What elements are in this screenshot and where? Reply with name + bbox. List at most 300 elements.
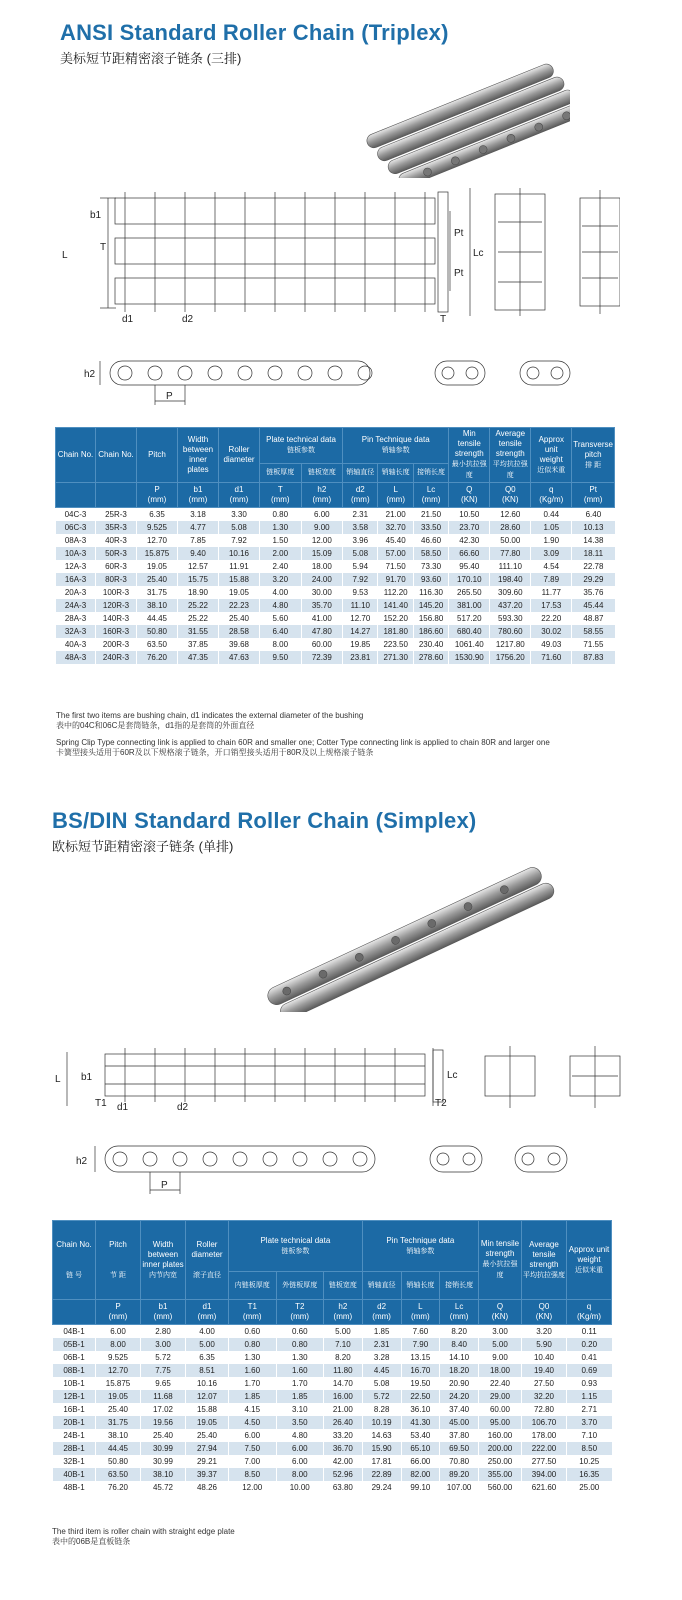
table-cell: 170.10 [449, 573, 490, 586]
table-cell: 9.50 [260, 651, 302, 664]
th-width: Width between inner plates [178, 428, 219, 483]
table-cell: 20A-3 [56, 586, 96, 599]
table-cell: 8.28 [362, 1403, 401, 1416]
table-cell: 20B-1 [53, 1416, 96, 1429]
table-cell: 16.00 [324, 1390, 363, 1403]
table-cell: 63.80 [324, 1481, 363, 1494]
label-p-s: P [161, 1180, 168, 1191]
table-cell: 381.00 [449, 599, 490, 612]
table-cell: 1.30 [229, 1351, 277, 1364]
table-cell: 1.30 [276, 1351, 324, 1364]
table-cell: 93.60 [413, 573, 448, 586]
note-line: The third item is roller chain with straight edge plate [52, 1527, 235, 1536]
table-cell: 1.70 [276, 1377, 324, 1390]
label-lc: Lc [473, 248, 484, 259]
table-cell: 3.18 [178, 508, 219, 522]
table-cell: 45.00 [440, 1416, 479, 1429]
table-cell: 60.00 [301, 638, 343, 651]
table-cell: 265.50 [449, 586, 490, 599]
table-cell: 240R-3 [96, 651, 137, 664]
table-cell: 7.90 [401, 1338, 440, 1351]
table-cell: 50R-3 [96, 547, 137, 560]
table-cell: 2.80 [141, 1325, 186, 1339]
table-cell: 63.50 [137, 638, 178, 651]
th-unit: h2 (mm) [301, 483, 343, 508]
th-pin-lc: 接销长度 [413, 463, 448, 482]
table-cell: 15.88 [186, 1403, 229, 1416]
table-cell: 60.00 [479, 1403, 522, 1416]
table-cell: 9.65 [141, 1377, 186, 1390]
table-cell: 50.00 [490, 534, 531, 547]
table-row [56, 521, 615, 534]
table-cell: 8.00 [276, 1468, 324, 1481]
table-cell: 8.50 [229, 1468, 277, 1481]
table-cell: 47.63 [219, 651, 260, 664]
table-row [53, 1481, 612, 1494]
table-cell: 12.00 [229, 1481, 277, 1494]
table-cell: 58.50 [413, 547, 448, 560]
table-cell: 4.45 [362, 1364, 401, 1377]
table-cell: 23.81 [343, 651, 378, 664]
table-cell: 17.81 [362, 1455, 401, 1468]
table-cell: 780.60 [490, 625, 531, 638]
table-cell: 7.60 [401, 1325, 440, 1339]
th2-avg: Average tensile strength 平均抗拉强度 [522, 1221, 567, 1300]
table-cell: 7.85 [178, 534, 219, 547]
table-cell: 8.20 [440, 1325, 479, 1339]
table-cell: 5.94 [343, 560, 378, 573]
table-cell: 4.54 [531, 560, 572, 573]
th2-pitch: Pitch 节 距 [96, 1221, 141, 1300]
table-cell: 4.80 [260, 599, 302, 612]
table-cell: 11.10 [343, 599, 378, 612]
th-unit: Q (KN) [449, 483, 490, 508]
table-cell: 18.90 [178, 586, 219, 599]
table-cell: 20.90 [440, 1377, 479, 1390]
table-cell: 24A-3 [56, 599, 96, 612]
table-cell: 76.20 [96, 1481, 141, 1494]
label-d1: d1 [122, 314, 134, 325]
table-row [56, 508, 615, 522]
table-cell: 14.27 [343, 625, 378, 638]
table-cell: 6.00 [96, 1325, 141, 1339]
table-cell: 12A-3 [56, 560, 96, 573]
table-cell: 16.35 [567, 1468, 612, 1481]
th-plate-t: 链板厚度 [260, 463, 302, 482]
th-unit: q (Kg/m) [567, 1300, 612, 1325]
table-cell: 0.44 [531, 508, 572, 522]
table-cell: 222.00 [522, 1442, 567, 1455]
table-cell: 22.50 [401, 1390, 440, 1403]
table-cell: 5.60 [260, 612, 302, 625]
table-cell: 71.50 [378, 560, 413, 573]
table-cell: 22.78 [572, 560, 615, 573]
table-cell: 44.45 [137, 612, 178, 625]
table-cell: 91.70 [378, 573, 413, 586]
table-cell: 3.20 [260, 573, 302, 586]
th-chain-no2: Chain No. [96, 428, 137, 483]
table-cell: 1061.40 [449, 638, 490, 651]
table-cell: 76.20 [137, 651, 178, 664]
table-cell: 40R-3 [96, 534, 137, 547]
table-cell: 35.76 [572, 586, 615, 599]
table-cell: 178.00 [522, 1429, 567, 1442]
table-cell: 0.80 [229, 1338, 277, 1351]
table-cell: 3.10 [276, 1403, 324, 1416]
table-cell: 8.50 [567, 1442, 612, 1455]
table-cell: 9.525 [137, 521, 178, 534]
table-cell: 48.26 [186, 1481, 229, 1494]
table-cell: 47.35 [178, 651, 219, 664]
table-cell: 15.90 [362, 1442, 401, 1455]
th-weight: Approx unit weight 近似米重 [531, 428, 572, 483]
label-L: L [62, 250, 68, 261]
table-cell: 5.00 [479, 1338, 522, 1351]
table-cell: 15.88 [219, 573, 260, 586]
table-cell: 52.96 [324, 1468, 363, 1481]
triplex-side-drawing [80, 355, 620, 410]
table-cell: 3.09 [531, 547, 572, 560]
table-cell: 27.94 [186, 1442, 229, 1455]
table-cell: 11.80 [324, 1364, 363, 1377]
table-cell: 120R-3 [96, 599, 137, 612]
table-cell: 3.28 [362, 1351, 401, 1364]
table-cell: 15.875 [137, 547, 178, 560]
th2-pin-d: 销轴直径 [362, 1272, 401, 1300]
table-cell: 32B-1 [53, 1455, 96, 1468]
table-cell: 19.05 [96, 1390, 141, 1403]
table-cell: 24B-1 [53, 1429, 96, 1442]
table-cell: 230.40 [413, 638, 448, 651]
table-cell: 26.40 [324, 1416, 363, 1429]
table-cell: 04B-1 [53, 1325, 96, 1339]
label-h2: h2 [84, 369, 96, 380]
table-cell: 11.77 [531, 586, 572, 599]
note-line: 表中的04C和06C是套筒链条，d1指的是套筒的外面直径 [56, 721, 255, 730]
th-unit: P (mm) [137, 483, 178, 508]
table-cell: 33.20 [324, 1429, 363, 1442]
th-unit: d1 (mm) [219, 483, 260, 508]
table-cell: 160R-3 [96, 625, 137, 638]
table-cell: 31.55 [178, 625, 219, 638]
table-cell: 69.50 [440, 1442, 479, 1455]
table-cell: 47.80 [301, 625, 343, 638]
table-cell: 141.40 [378, 599, 413, 612]
table-cell: 1.70 [229, 1377, 277, 1390]
table-cell: 5.90 [522, 1338, 567, 1351]
table-cell: 277.50 [522, 1455, 567, 1468]
table-cell: 25.40 [141, 1429, 186, 1442]
table-cell: 116.30 [413, 586, 448, 599]
table-row [53, 1416, 612, 1429]
table-cell: 3.20 [522, 1325, 567, 1339]
table-cell: 31.75 [137, 586, 178, 599]
table-cell: 4.80 [276, 1429, 324, 1442]
table-cell: 112.20 [378, 586, 413, 599]
table-cell: 25.40 [186, 1429, 229, 1442]
simplex-chain-image [250, 862, 560, 1012]
table-row [56, 625, 615, 638]
table-cell: 3.30 [219, 508, 260, 522]
table-cell: 99.10 [401, 1481, 440, 1494]
table-cell: 33.50 [413, 521, 448, 534]
table-cell: 28B-1 [53, 1442, 96, 1455]
table-cell: 12.70 [343, 612, 378, 625]
table-cell: 05B-1 [53, 1338, 96, 1351]
table-cell: 355.00 [479, 1468, 522, 1481]
table-cell: 13.15 [401, 1351, 440, 1364]
table-cell: 278.60 [413, 651, 448, 664]
table-cell: 1.60 [229, 1364, 277, 1377]
table-cell: 0.60 [229, 1325, 277, 1339]
table-cell: 0.20 [567, 1338, 612, 1351]
table-cell: 14.63 [362, 1429, 401, 1442]
table-row [56, 547, 615, 560]
table-cell: 7.10 [567, 1429, 612, 1442]
table-cell: 10.19 [362, 1416, 401, 1429]
table-cell: 24.20 [440, 1390, 479, 1403]
table-cell: 1.90 [531, 534, 572, 547]
th-plate: Plate technical data 链板参数 [260, 428, 343, 464]
table-cell: 4.15 [229, 1403, 277, 1416]
table-cell: 9.00 [479, 1351, 522, 1364]
table-cell: 18.20 [440, 1364, 479, 1377]
table-cell: 1.85 [276, 1390, 324, 1403]
table-cell: 16A-3 [56, 573, 96, 586]
table-cell: 7.89 [531, 573, 572, 586]
th-unit: T2 (mm) [276, 1300, 324, 1325]
th-unit: d1 (mm) [186, 1300, 229, 1325]
table-cell: 80R-3 [96, 573, 137, 586]
table-cell: 36.10 [401, 1403, 440, 1416]
table-cell: 2.71 [567, 1403, 612, 1416]
table-cell: 7.92 [343, 573, 378, 586]
table-cell: 5.00 [324, 1325, 363, 1339]
table-cell: 152.20 [378, 612, 413, 625]
table-cell: 37.85 [178, 638, 219, 651]
table-cell: 156.80 [413, 612, 448, 625]
label-t2-s: T2 [435, 1098, 447, 1109]
table-cell: 29.24 [362, 1481, 401, 1494]
table-cell: 72.80 [522, 1403, 567, 1416]
table-cell: 08A-3 [56, 534, 96, 547]
th2-plate-t2: 外链板厚度 [276, 1272, 324, 1300]
simplex-title: BS/DIN Standard Roller Chain (Simplex) [52, 808, 477, 833]
table-cell: 309.60 [490, 586, 531, 599]
table-cell: 17.02 [141, 1403, 186, 1416]
table-row [53, 1468, 612, 1481]
table-cell: 593.30 [490, 612, 531, 625]
table-cell: 19.85 [343, 638, 378, 651]
table-cell: 10.16 [219, 547, 260, 560]
table-cell: 0.60 [276, 1325, 324, 1339]
table-cell: 3.70 [567, 1416, 612, 1429]
table-cell: 8.51 [186, 1364, 229, 1377]
table-cell: 9.53 [343, 586, 378, 599]
table-cell: 12.07 [186, 1390, 229, 1403]
table-cell: 4.00 [260, 586, 302, 599]
simplex-notes [52, 1527, 235, 1547]
table-cell: 44.45 [96, 1442, 141, 1455]
table-cell: 30.02 [531, 625, 572, 638]
table-cell: 66.00 [401, 1455, 440, 1468]
table-row [56, 612, 615, 625]
table-cell: 186.60 [413, 625, 448, 638]
table-cell: 37.80 [440, 1429, 479, 1442]
table-cell: 1.50 [260, 534, 302, 547]
th-unit: L (mm) [378, 483, 413, 508]
th-unit: L (mm) [401, 1300, 440, 1325]
th-pin-d: 销轴直径 [343, 463, 378, 482]
table-cell: 57.00 [378, 547, 413, 560]
th2-width: Width between inner plates 内节内宽 [141, 1221, 186, 1300]
table-cell: 14.10 [440, 1351, 479, 1364]
table-cell: 95.00 [479, 1416, 522, 1429]
simplex-spec-table [52, 1220, 612, 1494]
table-cell: 0.69 [567, 1364, 612, 1377]
th-unit: Q (KN) [479, 1300, 522, 1325]
table-cell: 6.40 [260, 625, 302, 638]
table-cell: 3.00 [141, 1338, 186, 1351]
label-d2-s: d2 [177, 1102, 189, 1113]
table-cell: 48A-3 [56, 651, 96, 664]
th-unit: b1 (mm) [178, 483, 219, 508]
th-unit-blank [96, 483, 137, 508]
table-cell: 0.93 [567, 1377, 612, 1390]
table-cell: 25.40 [137, 573, 178, 586]
table-cell: 21.50 [413, 508, 448, 522]
table-cell: 36.70 [324, 1442, 363, 1455]
table-cell: 10A-3 [56, 547, 96, 560]
th2-min: Min tensile strength 最小抗拉强度 [479, 1221, 522, 1300]
table-cell: 1.15 [567, 1390, 612, 1403]
th-unit: Q0 (KN) [522, 1300, 567, 1325]
table-cell: 394.00 [522, 1468, 567, 1481]
table-cell: 10.25 [567, 1455, 612, 1468]
table-cell: 10.13 [572, 521, 615, 534]
label-h2-s: h2 [76, 1156, 88, 1167]
table-cell: 0.80 [276, 1338, 324, 1351]
table-cell: 58.55 [572, 625, 615, 638]
table-cell: 29.29 [572, 573, 615, 586]
table-row [53, 1364, 612, 1377]
table-cell: 28A-3 [56, 612, 96, 625]
th-min: Min tensile strength 最小抗拉强度 [449, 428, 490, 483]
table-cell: 38.10 [96, 1429, 141, 1442]
label-pt2: Pt [454, 268, 464, 279]
table-cell: 08B-1 [53, 1364, 96, 1377]
table-cell: 73.30 [413, 560, 448, 573]
th2-pin: Pin Technique data 销轴参数 [362, 1221, 478, 1272]
table-cell: 42.00 [324, 1455, 363, 1468]
table-cell: 32.20 [522, 1390, 567, 1403]
label-l-s: L [55, 1074, 61, 1085]
table-cell: 100R-3 [96, 586, 137, 599]
table-cell: 35R-3 [96, 521, 137, 534]
table-cell: 160.00 [479, 1429, 522, 1442]
table-row [53, 1403, 612, 1416]
table-cell: 560.00 [479, 1481, 522, 1494]
table-cell: 22.20 [531, 612, 572, 625]
table-cell: 19.40 [522, 1364, 567, 1377]
th-unit: T1 (mm) [229, 1300, 277, 1325]
table-cell: 12.70 [96, 1364, 141, 1377]
table-cell: 7.50 [229, 1442, 277, 1455]
th-unit: Q0 (KN) [490, 483, 531, 508]
simplex-plan-drawing [55, 1046, 625, 1116]
table-cell: 11.68 [141, 1390, 186, 1403]
table-cell: 25.00 [567, 1481, 612, 1494]
table-cell: 89.20 [440, 1468, 479, 1481]
table-cell: 72.39 [301, 651, 343, 664]
table-cell: 140R-3 [96, 612, 137, 625]
table-cell: 7.92 [219, 534, 260, 547]
table-cell: 6.35 [137, 508, 178, 522]
triplex-spec-table [55, 427, 615, 664]
table-cell: 3.96 [343, 534, 378, 547]
th2-plate: Plate technical data 链板参数 [229, 1221, 363, 1272]
table-cell: 27.50 [522, 1377, 567, 1390]
table-row [53, 1455, 612, 1468]
table-row [53, 1351, 612, 1364]
table-cell: 200R-3 [96, 638, 137, 651]
table-cell: 22.23 [219, 599, 260, 612]
table-cell: 12.70 [137, 534, 178, 547]
table-cell: 21.00 [324, 1403, 363, 1416]
th2-chain-no: Chain No. 链 号 [53, 1221, 96, 1300]
triplex-plan-drawing [60, 188, 620, 326]
table-cell: 107.00 [440, 1481, 479, 1494]
table-cell: 53.40 [401, 1429, 440, 1442]
table-cell: 12.00 [301, 534, 343, 547]
table-cell: 19.05 [137, 560, 178, 573]
table-cell: 1.60 [276, 1364, 324, 1377]
table-cell: 38.10 [137, 599, 178, 612]
table-cell: 6.00 [276, 1442, 324, 1455]
table-cell: 8.00 [96, 1338, 141, 1351]
table-row [56, 599, 615, 612]
note-line: Spring Clip Type connecting link is applied to chain 60R and smaller one; Cotter Type connecting link is applied to chain 80R and larger one [56, 738, 550, 747]
table-cell: 60R-3 [96, 560, 137, 573]
th-unit: Lc (mm) [440, 1300, 479, 1325]
table-cell: 66.60 [449, 547, 490, 560]
th-unit-blank [53, 1300, 96, 1325]
table-cell: 12.60 [490, 508, 531, 522]
label-p: P [166, 391, 173, 402]
table-row [56, 586, 615, 599]
table-cell: 70.80 [440, 1455, 479, 1468]
table-cell: 3.58 [343, 521, 378, 534]
table-cell: 77.80 [490, 547, 531, 560]
th-unit-blank [56, 483, 96, 508]
table-cell: 06B-1 [53, 1351, 96, 1364]
table-cell: 10.00 [276, 1481, 324, 1494]
table-cell: 48.87 [572, 612, 615, 625]
table-cell: 41.00 [301, 612, 343, 625]
th2-pin-lc: 接销长度 [440, 1272, 479, 1300]
table-cell: 16B-1 [53, 1403, 96, 1416]
table-cell: 12.57 [178, 560, 219, 573]
table-cell: 1.05 [531, 521, 572, 534]
table-cell: 5.08 [219, 521, 260, 534]
table-cell: 517.20 [449, 612, 490, 625]
th-pitch: Pitch [137, 428, 178, 483]
table-cell: 21.00 [378, 508, 413, 522]
table-cell: 1.30 [260, 521, 302, 534]
th-chain-no: Chain No. [56, 428, 96, 483]
table-cell: 37.40 [440, 1403, 479, 1416]
table-cell: 63.50 [96, 1468, 141, 1481]
